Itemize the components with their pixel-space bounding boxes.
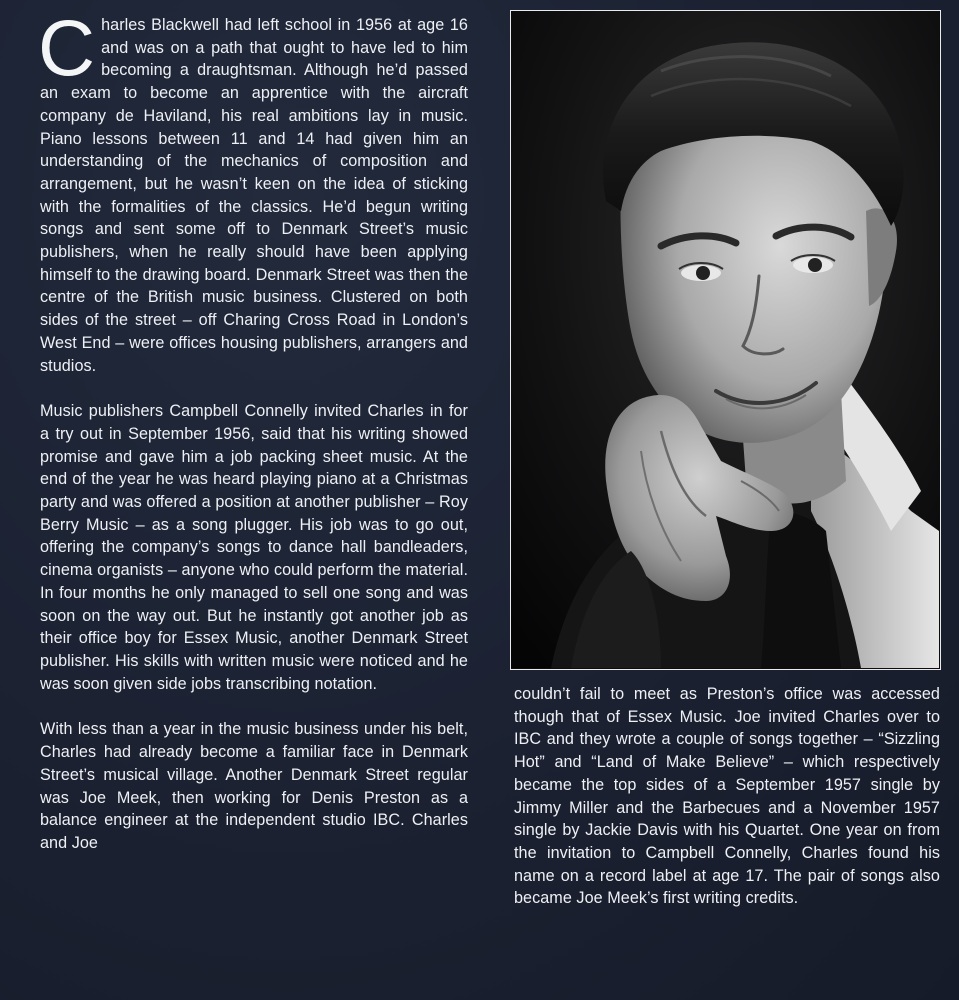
portrait-illustration <box>511 11 939 668</box>
portrait-photo <box>510 10 941 670</box>
paragraph-1 <box>38 3 468 377</box>
paragraph-2: Music publishers Campbell Connelly invited Charles in for a try out in September 1956, said that his writing showed promise and gave him a job packing sheet music. At the end of the year he was heard playing piano at a Christmas party and was offered a position at another publisher – Roy Berry Music – as a song plugger. His job was to go out, offering the company’s songs to dance hall bandleaders, cinema organists – anyone who could perform the material. In four months he only managed to sell one song and was soon on the way out. But he instantly got another job as their office boy for Essex Music, another Denmark Street publisher. His skills with written music were noticed and he was soon given side jobs transcribing notation. <box>40 402 468 693</box>
right-text-column <box>514 683 940 933</box>
paragraph-1-text: harles Blackwell had left school in 1956 at age 16 and was on a path that ought to have led to him becoming a draughtsman. Although he’d passed an exam to become an apprentice with the aircraft company de Haviland, his real ambitions lay in music. Piano lessons between 11 and 14 had given him an understanding of the mechanics of composition and arrangement, but he wasn’t keen on the idea of sticking with the formalities of the classics. He’d begun writing songs and sent some off to Denmark Street’s music publishers, when he really should have been applying himself to the drawing board. Denmark Street was then the centre of the British music business. Clustered on both sides of the street – off Charing Cross Road in London’s West End – were offices housing publishers, arrangers and studios. <box>40 16 468 375</box>
paragraph-4: couldn’t fail to meet as Preston’s office was accessed though that of Essex Music. Joe invited Charles over to IBC and they wrote a couple of songs together – “Sizzling Hot” and “Land of Make Believe” – which respectively became the top sides of a September 1957 single by Jimmy Miller and the Barbecues and a November 1957 single by Jackie Davis with his Quartet. One year on from the invitation to Campbell Connelly, Charles found his name on a record label at age 17. The pair of songs also became Joe Meek’s first writing credits. <box>514 685 940 908</box>
left-text-column <box>38 3 468 878</box>
drop-cap: C <box>38 3 96 92</box>
paragraph-3: With less than a year in the music business under his belt, Charles had already become a familiar face in Denmark Street’s musical village. Another Denmark Street regular was Joe Meek, then working for Denis Preston as a balance engineer at the independent studio IBC. Charles and Joe <box>40 720 468 852</box>
